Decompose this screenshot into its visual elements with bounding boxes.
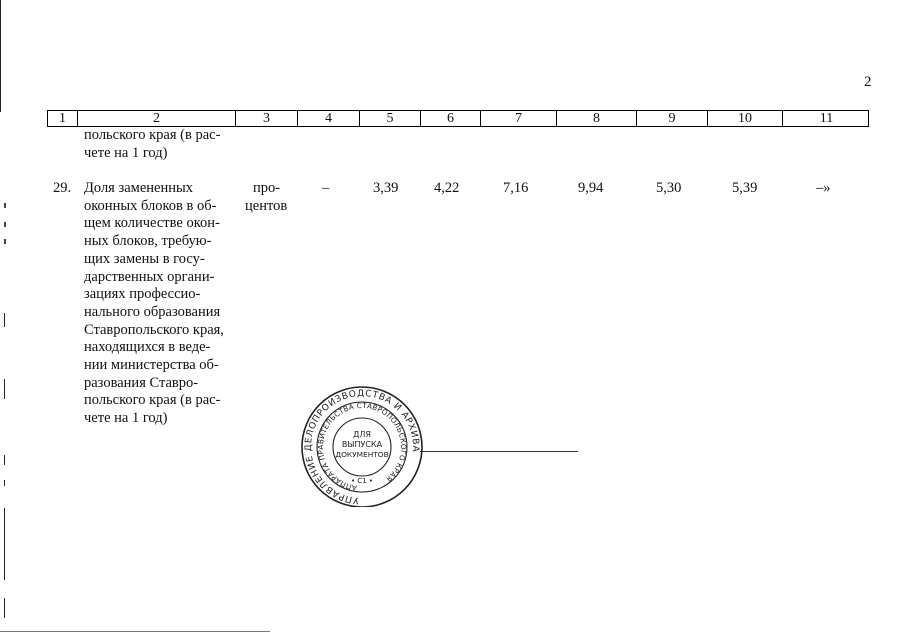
description-line: щем количестве окон-: [84, 215, 220, 232]
bottom-rule: [0, 631, 270, 632]
unit-line: центов: [245, 197, 288, 214]
header-col-1: 1: [48, 111, 78, 126]
margin-mark: [4, 222, 6, 227]
header-col-7: 7: [481, 111, 557, 126]
header-col-8: 8: [557, 111, 637, 126]
value-col-4: –: [322, 180, 330, 196]
signature-line: [420, 451, 578, 452]
header-col-5: 5: [360, 111, 421, 126]
stamp-line-3: ДОКУМЕНТОВ: [335, 450, 389, 459]
stamp-line-1: ДЛЯ: [353, 430, 371, 439]
row-description: [84, 180, 230, 428]
description-line: ных блоков, требую-: [84, 233, 212, 250]
value-col-10: 5,39: [732, 180, 758, 196]
continuation-line: польского края (в рас-: [84, 127, 221, 143]
description-line: чете на 1 год): [84, 410, 168, 427]
page-number: 2: [864, 74, 872, 90]
description-line: щих замены в госу-: [84, 250, 205, 267]
value-col-8: 9,94: [578, 180, 604, 196]
stamp-line-2: ВЫПУСКА: [341, 440, 383, 449]
row-number: 29.: [53, 180, 72, 196]
value-col-7: 7,16: [503, 180, 529, 196]
header-col-10: 10: [708, 111, 783, 126]
margin-mark: [4, 455, 5, 465]
description-line: находящихся в веде-: [84, 339, 211, 356]
description-line: разования Ставро-: [84, 374, 199, 391]
header-col-9: 9: [637, 111, 708, 126]
description-line: Ставропольского края,: [84, 321, 224, 338]
margin-binding-line: [0, 0, 1, 112]
description-line: зациях профессио-: [84, 286, 201, 303]
row-unit: [245, 180, 287, 215]
value-col-6: 4,22: [434, 180, 460, 196]
value-col-9: 5,30: [656, 180, 682, 196]
description-line: нии министерства об-: [84, 357, 219, 374]
continuation-line: чете на 1 год): [84, 144, 168, 161]
description-line: оконных блоков в об-: [84, 197, 217, 214]
description-line: дарственных органи-: [84, 268, 215, 285]
description-line: Доля замененных: [84, 180, 193, 196]
value-col-5: 3,39: [373, 180, 399, 196]
header-col-6: 6: [421, 111, 481, 126]
margin-mark: [4, 379, 5, 399]
document-stamp: [298, 385, 426, 507]
description-line: нального образования: [84, 303, 221, 320]
unit-line: про-: [253, 180, 281, 196]
description-line: польского края (в рас-: [84, 392, 221, 409]
value-col-11: –»: [816, 180, 831, 196]
header-col-3: 3: [236, 111, 298, 126]
margin-mark: [4, 313, 5, 327]
margin-mark: [4, 508, 5, 580]
margin-mark: [4, 239, 6, 244]
header-col-11: 11: [819, 111, 834, 126]
header-col-2: 2: [78, 111, 236, 126]
header-col-4: 4: [298, 111, 360, 126]
continuation-text: [84, 127, 230, 162]
margin-mark: [4, 598, 5, 618]
stamp-inner-text: АППАРАТА ПРАВИТЕЛЬСТВА СТАВРОПОЛЬСКОГО КРАЯ: [316, 400, 409, 493]
stamp-outer-text: УПРАВЛЕНИЕ ДЕЛОПРОИЗВОДСТВА И АРХИВА: [304, 388, 421, 505]
margin-mark: [4, 203, 6, 208]
table-header-row: [47, 110, 869, 127]
stamp-bottom-mark: • С1 •: [350, 477, 374, 485]
margin-mark: [4, 480, 5, 486]
